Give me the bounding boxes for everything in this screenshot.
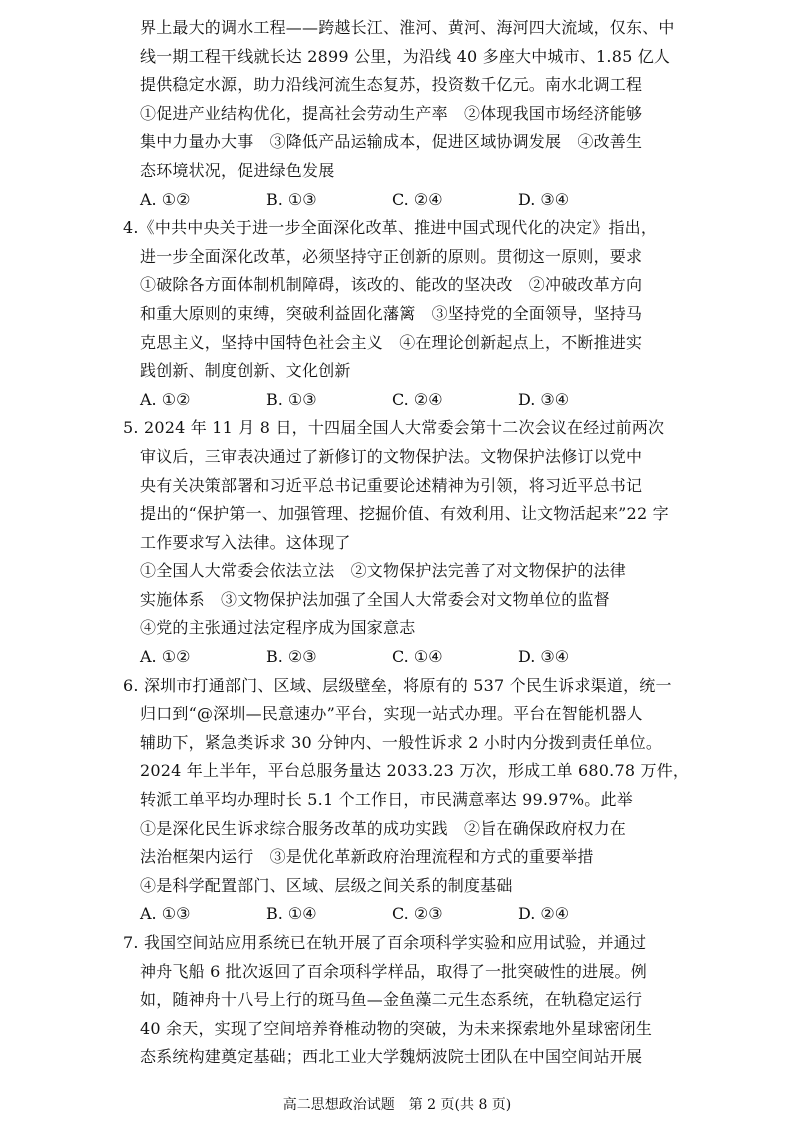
text-line: 辅助下，紧急类诉求 30 分钟内、一般性诉求 2 小时内分拨到责任单位。 xyxy=(140,732,663,752)
text-line: 界上最大的调水工程——跨越长江、淮河、黄河、海河四大流域，仅东、中 xyxy=(140,18,675,37)
choice-c: C. ②④ xyxy=(392,389,443,409)
text-line: 践创新、制度创新、文化创新 xyxy=(140,361,351,381)
question-4 xyxy=(123,214,734,414)
choice-a: A. ①② xyxy=(140,389,191,409)
answer-choices xyxy=(140,643,734,672)
text-line: 进一步全面深化改革，必须坚持守正创新的原则。贯彻这一原则，要求 xyxy=(140,246,643,266)
text-line: 归口到“@深圳—民意速办”平台，实现一站式办理。平台在智能机器人 xyxy=(140,704,643,724)
text-line: 线一期工程干线就长达 2899 公里，为沿线 40 多座大中城市、1.85 亿人 xyxy=(140,46,671,66)
text-line: 集中力量办大事 ③降低产品运输成本，促进区域协调发展 ④改善生 xyxy=(140,132,643,152)
question-5 xyxy=(123,414,734,671)
choice-c: C. ②③ xyxy=(392,904,443,924)
text-line: 态系统构建奠定基础；西北工业大学魏炳波院士团队在中国空间站开展 xyxy=(140,1047,643,1067)
question-stem: 7. 我国空间站应用系统已在轨开展了百余项科学实验和应用试验，并通过 xyxy=(123,933,647,952)
choice-b: B. ①③ xyxy=(266,389,317,409)
choice-a: A. ①② xyxy=(140,189,191,209)
page-footer: 高二思想政治试题 第 2 页(共 8 页) xyxy=(282,1097,512,1113)
text-line: ①是深化民生诉求综合服务改革的成功实践 ②旨在确保政府权力在 xyxy=(140,818,627,838)
choice-a: A. ①③ xyxy=(140,904,191,924)
text-line: 提供稳定水源，助力沿线河流生态复苏，投资数千亿元。南水北调工程 xyxy=(140,75,643,95)
answer-choices xyxy=(140,386,734,415)
question-stem: 5. 2024 年 11 月 8 日，十四届全国人大常委会第十二次会议在经过前两次 xyxy=(123,418,665,438)
choice-b: B. ①④ xyxy=(266,904,317,924)
text-line: 2024 年上半年，平台总服务量达 2033.23 万次，形成工单 680.78 万件， xyxy=(140,761,690,781)
question-stem: 6. 深圳市打通部门、区域、层级壁垒，将原有的 537 个民生诉求渠道，统一 xyxy=(123,675,672,695)
text-line: ①破除各方面体制机制障碍，该改的、能改的坚决改 ②冲破改革方向 xyxy=(140,275,643,295)
choice-d: D. ③④ xyxy=(518,189,570,209)
text-line: 法治框架内运行 ③是优化革新政府治理流程和方式的重要举措 xyxy=(140,847,594,867)
choice-a: A. ①② xyxy=(140,647,191,667)
question-6 xyxy=(123,672,734,929)
text-line: 工作要求写入法律。这体现了 xyxy=(140,532,351,552)
text-line: 和重大原则的束缚，突破利益固化藩篱 ③坚持党的全面领导，坚持马 xyxy=(140,303,643,323)
text-line: 实施体系 ③文物保护法加强了全国人大常委会对文物单位的监督 xyxy=(140,589,610,609)
choice-c: C. ②④ xyxy=(392,189,443,209)
choice-d: D. ③④ xyxy=(518,389,570,409)
text-line: 央有关决策部署和习近平总书记重要论述精神为引领，将习近平总书记 xyxy=(140,475,643,495)
answer-choices xyxy=(140,186,734,215)
text-line: 审议后，三审表决通过了新修订的文物保护法。文物保护法修订以党中 xyxy=(140,446,643,466)
answer-choices xyxy=(140,900,734,929)
choice-b: B. ①③ xyxy=(266,189,317,209)
text-line: ④党的主张通过法定程序成为国家意志 xyxy=(140,618,416,638)
question-7 xyxy=(123,929,734,1072)
text-line: 转派工单平均办理时长 5.1 个工作日，市民满意率达 99.97%。此举 xyxy=(140,790,633,810)
text-line: 40 余天，实现了空间培养脊椎动物的突破，为未来探索地外星球密闭生 xyxy=(140,1018,653,1038)
text-line: ①全国人大常委会依法立法 ②文物保护法完善了对文物保护的法律 xyxy=(140,561,627,581)
choice-c: C. ①④ xyxy=(392,647,443,667)
text-line: 克思主义，坚持中国特色社会主义 ④在理论创新起点上，不断推进实 xyxy=(140,332,643,352)
text-line: 神舟飞船 6 批次返回了百余项科学样品，取得了一批突破性的进展。例 xyxy=(140,961,647,981)
text-line: 态环境状况，促进绿色发展 xyxy=(140,160,335,180)
question-3-continued xyxy=(140,14,734,214)
text-line: 提出的“保护第一、加强管理、挖掘价值、有效利用、让文物活起来”22 字 xyxy=(140,504,669,524)
choice-b: B. ②③ xyxy=(266,647,317,667)
text-line: 如，随神舟十八号上行的斑马鱼—金鱼藻二元生态系统，在轨稳定运行 xyxy=(140,990,643,1010)
text-line: ④是科学配置部门、区域、层级之间关系的制度基础 xyxy=(140,875,513,895)
choice-d: D. ③④ xyxy=(518,647,570,667)
choice-d: D. ②④ xyxy=(518,904,570,924)
question-stem: 4.《中共中央关于进一步全面深化改革、推进中国式现代化的决定》指出， xyxy=(123,218,658,238)
text-line: ①促进产业结构优化，提高社会劳动生产率 ②体现我国市场经济能够 xyxy=(140,103,643,123)
